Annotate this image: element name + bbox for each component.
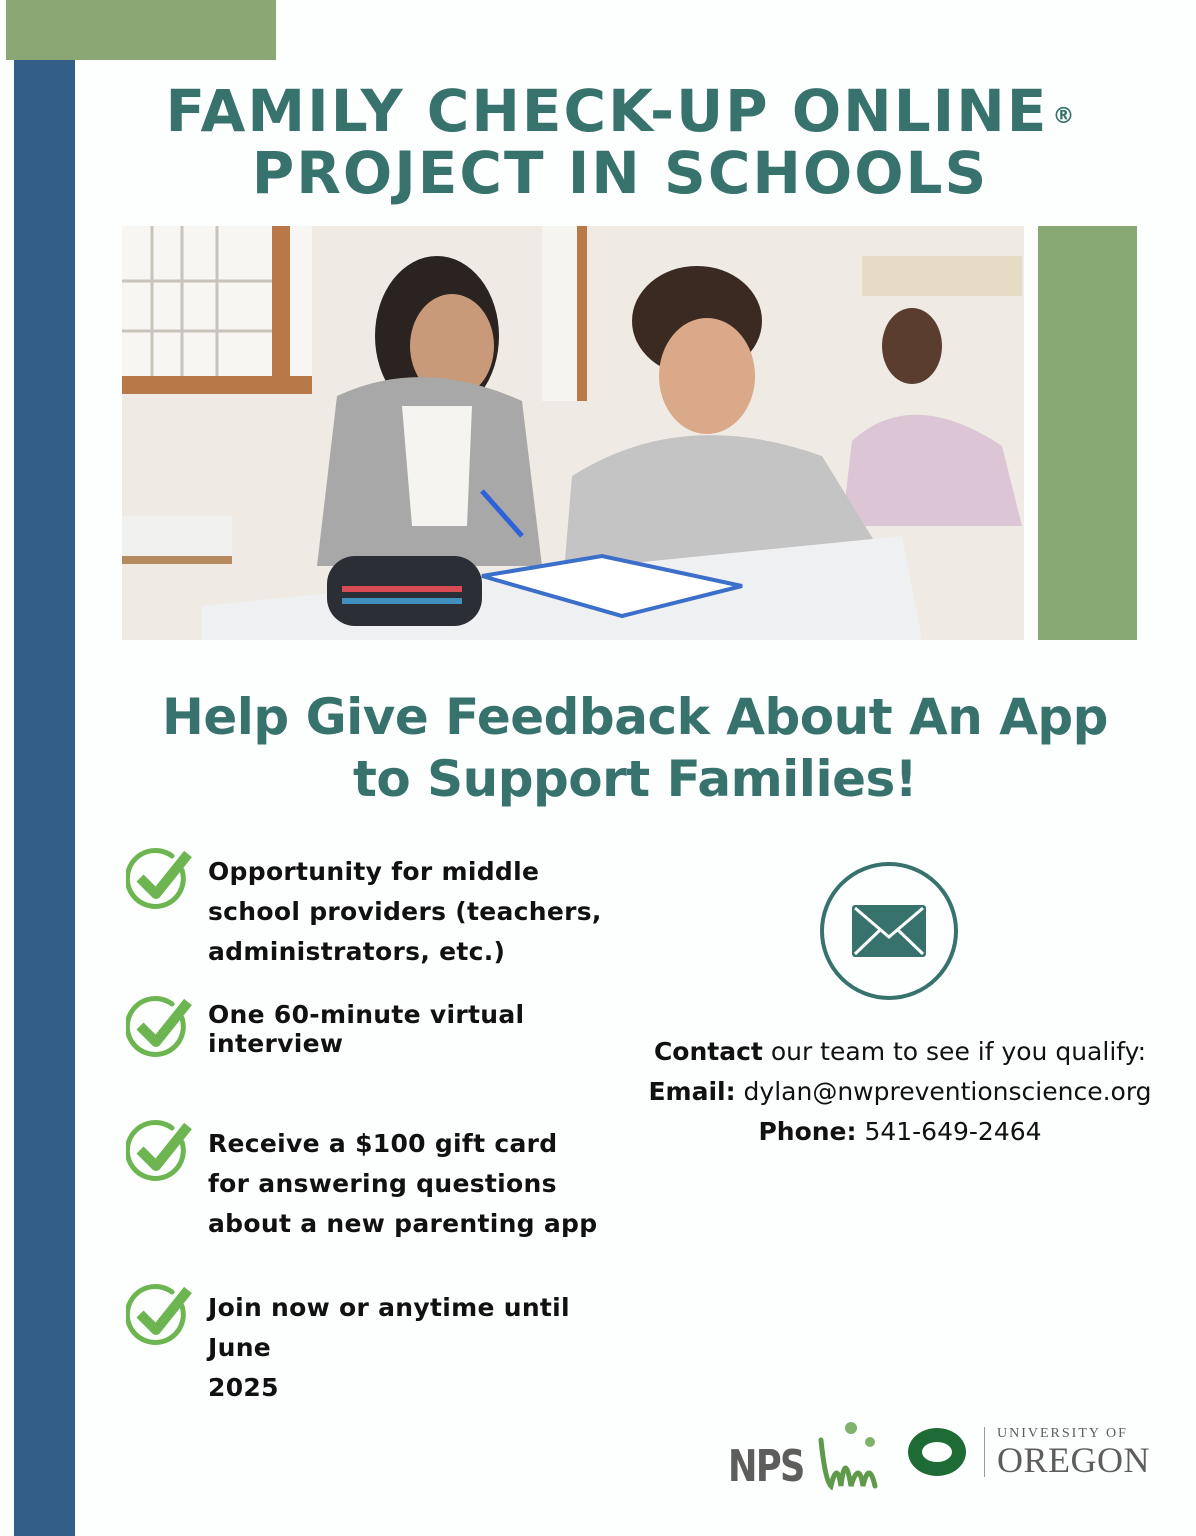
benefit-line: Receive a $100 gift card [208, 1129, 558, 1158]
checkmark-icon [126, 846, 194, 914]
benefit-item-providers [126, 852, 626, 972]
contact-email [600, 1072, 1196, 1112]
contact-intro-bold: Contact [653, 1037, 763, 1066]
decorative-blue-bar-left [14, 60, 75, 1536]
checkmark-icon [126, 994, 194, 1062]
benefit-text [208, 1124, 597, 1244]
decorative-green-bar-top [6, 0, 276, 60]
title-line-1: FAMILY CHECK-UP ONLINE [165, 77, 1049, 145]
envelope-icon-circle [820, 862, 958, 1000]
benefit-line: for answering questions [208, 1169, 557, 1198]
benefit-line: 2025 [208, 1373, 279, 1402]
contact-phone [600, 1112, 1196, 1152]
uo-wordmark [997, 1426, 1150, 1478]
benefit-line: about a new parenting app [208, 1209, 598, 1238]
benefit-line: school providers (teachers, [208, 897, 602, 926]
benefit-line: Opportunity for middle [208, 857, 540, 886]
benefit-line: interview [208, 1029, 344, 1058]
contact-intro-rest: our team to see if you qualify: [762, 1037, 1147, 1066]
nps-logo-text: NPS [728, 1441, 804, 1492]
email-link[interactable]: dylan@nwpreventionscience.org [735, 1077, 1152, 1106]
envelope-icon [852, 905, 926, 957]
registered-mark: ® [1052, 104, 1075, 129]
email-label: Email: [648, 1077, 736, 1106]
benefit-text [208, 852, 602, 972]
benefit-line: administrators, etc.) [208, 937, 506, 966]
contact-intro [600, 1032, 1196, 1072]
title-line-2: PROJECT IN SCHOOLS [251, 139, 989, 207]
photo-illustration [122, 226, 1024, 640]
checkmark-icon [126, 1118, 194, 1186]
university-of-oregon-logo [908, 1426, 1150, 1478]
benefit-item-interview [126, 1000, 626, 1062]
phone-label: Phone: [758, 1117, 857, 1146]
benefit-item-join-deadline [126, 1288, 626, 1408]
page-title [120, 77, 1120, 207]
uo-small-text: UNIVERSITY OF [997, 1426, 1128, 1441]
uo-big-text: OREGON [997, 1440, 1150, 1480]
checkmark-icon [126, 1282, 194, 1350]
contact-info [600, 1032, 1196, 1152]
headline-line-1: Help Give Feedback About An App [162, 688, 1108, 746]
headline [120, 686, 1150, 810]
partner-logos [728, 1400, 1158, 1490]
phone-link[interactable]: 541-649-2464 [856, 1117, 1042, 1146]
logo-divider [984, 1427, 985, 1477]
benefit-item-gift-card [126, 1124, 626, 1244]
nps-figures-icon [815, 1420, 885, 1490]
benefit-line: Join now or anytime until June [208, 1293, 570, 1362]
classroom-photo [122, 226, 1024, 640]
benefit-line: One 60-minute virtual [208, 1000, 525, 1029]
decorative-green-bar-right [1038, 226, 1137, 640]
oregon-o-icon [908, 1428, 966, 1476]
benefit-text [208, 1000, 524, 1062]
benefit-text [208, 1288, 626, 1408]
nps-logo [728, 1420, 885, 1490]
headline-line-2: to Support Families! [352, 750, 918, 808]
